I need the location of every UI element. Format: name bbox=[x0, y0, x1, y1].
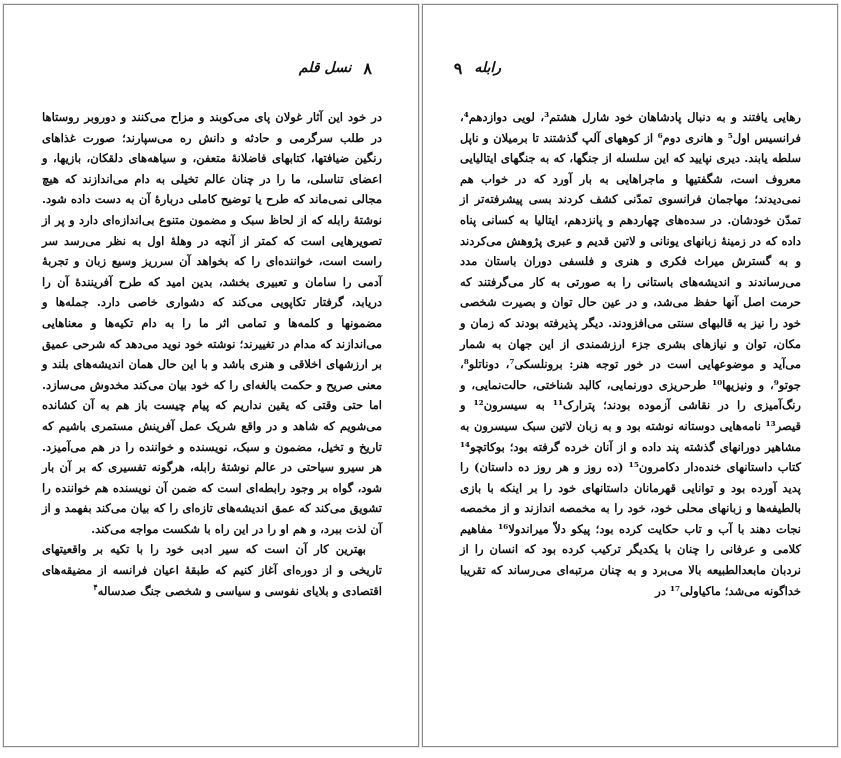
right-page-number: ۹ bbox=[453, 58, 463, 78]
left-paragraph-1: در خود این آثار غولان پای می‌کوبند و مزاح می‌کنند و دوروبر روستاها در طلب سرگرمی و حادثه و دانش ره می‌سپارند؛ صورت غذاهای رنگین ضیافتها، کتابهای فاضلانهٔ متعفن، و سیاهه‌های دلقکان، بازیها، و اعضای تناسلی، ما را در چنان عالم تخیلی به دام می‌اندازند که هیچ مجالی نمی‌ماند که طرح یا توضیح کاملی دربارهٔ آن به دست داده شود. نوشتهٔ رابله که از لحاظ سبک و مضمون متنوع بی‌اندازه‌ای دارد و پر از تصویرهایی است که کمتر از آنچه در وهلهٔ اول به نظر می‌رسد سر راست است، خواننده‌ای را که بخواهد آن سرریز وسیع زبان و تجربهٔ آدمی را سامان و تعبیری بخشد، بدین امید که طرح آفرینندهٔ آن را دریابد، گرفتار تکاپویی می‌کند که دشواری خاصی دارد. جمله‌ها و مضمونها و کلمه‌ها و تمامی اثر ما را به دام تکیه‌ها و معناهایی می‌اندازند که مدام در تغییرند؛ نوشته خود نوید می‌دهد که شرحی عمیق بر ارزشهای اخلاقی و هنری باشد و با این حال همان اندیشه‌های بلند و معنی صریح و حکمت بالغه‌ای را که خود بیان می‌کند مخدوش می‌سازد. اما حتی وقتی که یقین نداریم که پیام چیست باز هم به آن کشانده می‌شویم که شاهد و در واقع شریک عمل آفرینش مستمری باشیم که تاریخ و تخیل، مضمون و سبک، نویسنده و خواننده را در هم می‌آمیزد. هر سیرو سیاحتی در عالم نوشتهٔ رابله، هرگونه تفسیری که بر آن بار شود، گواه بر وجود رابطه‌ای است که ضمن آن نویسنده هم خواننده را تشویق می‌کند که عمق اندیشه‌های تازه‌ای را که بیان می‌کند بفهمد و از آن لذت ببرد، و هم او را در این راه با شکست مواجه می‌کند. bbox=[42, 110, 382, 536]
left-paragraph-2 bbox=[42, 539, 382, 601]
right-page-header bbox=[454, 57, 501, 79]
left-paragraph-2-text: بهترین کار آن است که سیر ادبی خود را با تکیه بر واقعیتهای تاریخی و از دوره‌ای آغاز کنیم که طبقهٔ اعیان فرانسه از مضیقه‌های اقتصادی و بلایای نفوسی و سیاسی و شخصی جنگ صدساله bbox=[42, 542, 382, 598]
left-page bbox=[3, 4, 419, 747]
left-page-header bbox=[299, 57, 372, 79]
left-running-title: نسل قلم bbox=[298, 60, 352, 76]
right-page-body bbox=[460, 107, 801, 601]
right-page bbox=[422, 4, 838, 747]
left-page-body bbox=[42, 107, 382, 601]
footnote-ref: ۴ bbox=[93, 581, 98, 592]
left-page-number: ۸ bbox=[363, 58, 372, 78]
right-paragraph-1: رهایی یافتند و به دنبال پادشاهان خود شارل هشتم³، لویی دوازدهم⁴، فرانسیس اول⁵ و هانری دوم⁶ از کوههای آلپ گذشتند تا برمیلان و ناپل سلطه یابند. دیری نپایید که این سلسله از جنگها، که به جنگهای ایتالیایی معروف است، شگفتیها و ماجراهایی به بار آورد که در خواب هم نمی‌دیدند؛ مهاجمان فرانسوی تمدّنی کشف کردند بسی پیشرفته‌تر از تمدّن خودشان. در سده‌های چهاردهم و پانزدهم، ایتالیا به کسانی پناه داده که در زمینهٔ زبانهای یونانی و لاتین قدیم و عبری پژوهش می‌کردند و به گسترش میراث فکری و هنری و فلسفی دوران باستان مدد می‌رساندند و اندیشه‌های باستانی را به صورتی به کار می‌گرفتند که حرمت اصل آنها حفظ می‌شد، و در عین حال توان و بصیرت شخصی خود را نیز به قالبهای سنتی می‌افزودند. دیگر پذیرفته بودند که زمان و مکان، توان و نیازهای بشری جزء ارزشمندی از این جهان به شمار می‌آید و موضوعهایی است در خور توجه هنر: برونلسکی⁷، دوناتلو⁸، جوتو⁹، و ونیزیها¹⁰ طرحریزی دورنمایی، کالبد شناختی، حالت‌نمایی، و رنگ‌آمیزی را در نقاشی آزموده بودند؛ پترارک¹¹ به سیسرون¹² و قیصر¹³ نامه‌هایی دوستانه نوشته بود و به زبان لاتین سبک سیسرون به مشاهیر دورانهای گذشته پند داده و از آنان خرده گرفته بود؛ بوکاتچو¹⁴ کتاب داستانهای خنده‌دار دکامرون¹⁵ (ده روز و هر روز ده داستان) را پدید آورده بود و توانایی قهرمانان داستانهای خود را بر اینکه با بازی بالطیفه‌ها و زبانهای محلی خود، خود را به مخمصه اندازند و از مخمصه نجات دهند با آب و تاب حکایت کرده بود؛ پیکو دلاّ میراندولا¹⁶ مفاهیم کلامی و عرفانی را چنان با یکدیگر ترکیب کرده بود که انسان را از نردبان مابعدالطبیعه بالا می‌برد و به چنان مرتبه‌ای می‌رساند که تقریبا خداگونه می‌شد؛ ماکیاولی¹⁷ در bbox=[460, 110, 802, 598]
right-running-title: رابله bbox=[474, 60, 501, 76]
